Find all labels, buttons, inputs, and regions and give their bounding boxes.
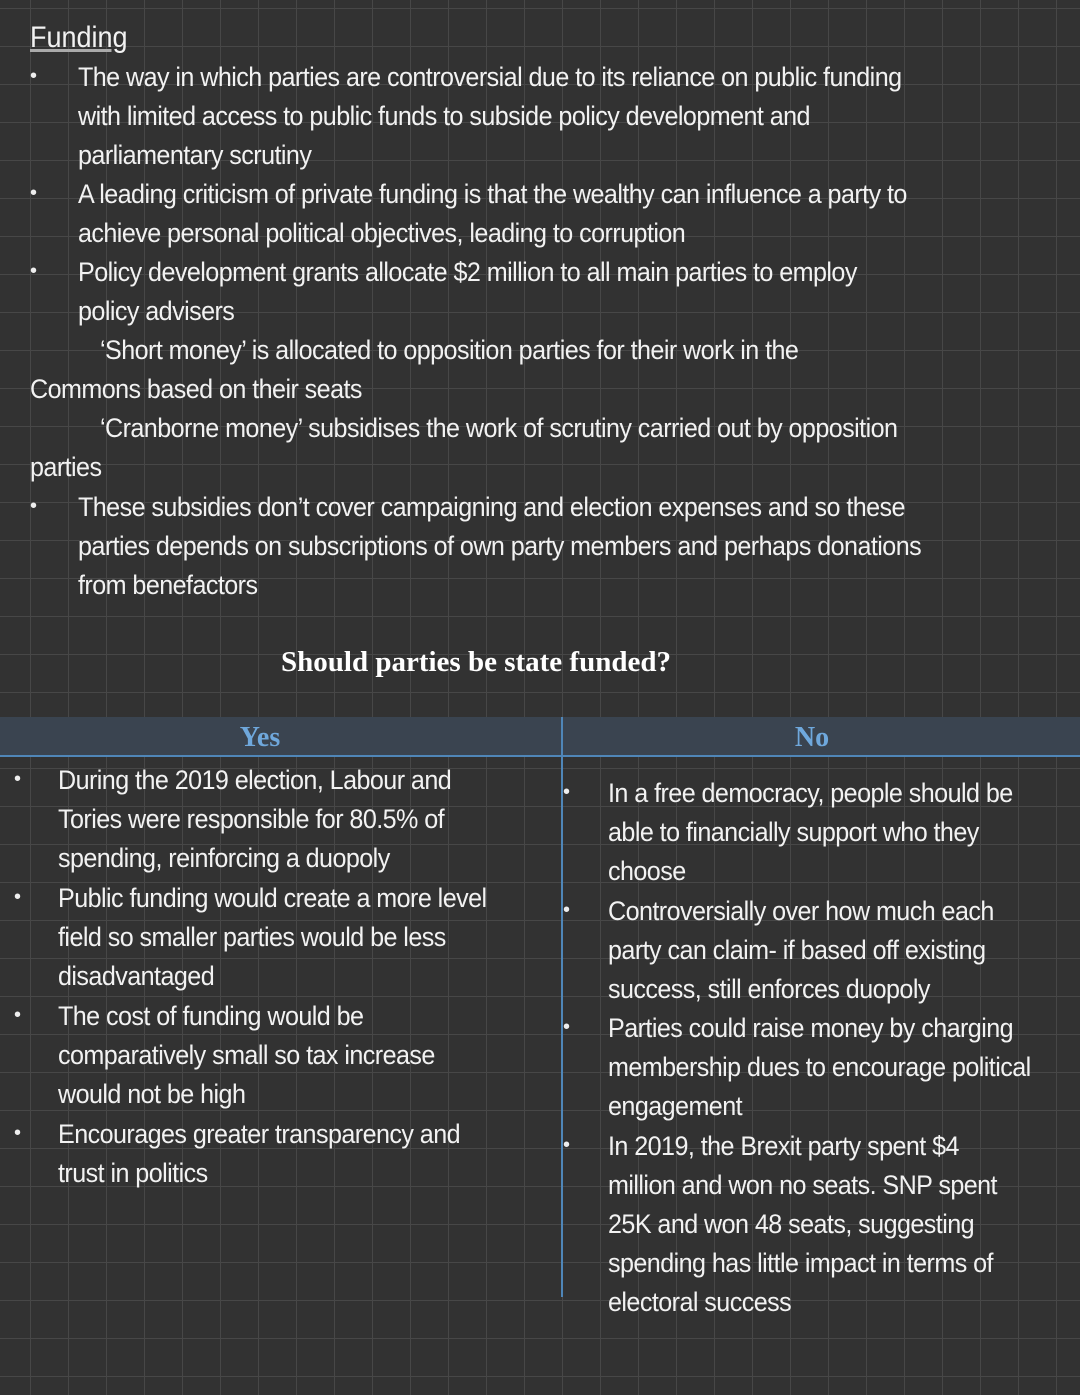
text-line: spending, reinforcing a duopoly xyxy=(58,843,390,873)
text-line: membership dues to encourage political xyxy=(608,1052,1031,1083)
bullet-icon: • xyxy=(563,1133,571,1156)
yes-point xyxy=(58,879,519,996)
text-line: Controversially over how much each xyxy=(608,895,994,926)
no-point xyxy=(608,1127,1026,1322)
text-line: from benefactors xyxy=(78,570,258,600)
yes-header: Yes xyxy=(239,722,281,753)
text-line: 25K and won 48 seats, suggesting xyxy=(608,1208,975,1239)
text-line: parties depends on subscriptions of own party members and perhaps donations xyxy=(78,531,922,561)
text-line: comparatively small so tax increase xyxy=(58,1039,435,1070)
text-line: field so smaller parties would be less xyxy=(58,921,446,952)
text-line: The cost of funding would be xyxy=(58,1000,364,1031)
no-point xyxy=(608,892,1023,1009)
paragraph xyxy=(100,409,957,448)
text-line: Encourages greater transparency and xyxy=(58,1118,461,1149)
text-line: During the 2019 election, Labour and xyxy=(58,765,452,795)
bullet-item xyxy=(78,175,969,253)
bullet-icon: • xyxy=(30,182,38,204)
text-line: parliamentary scrutiny xyxy=(78,140,312,170)
text-line: disadvantaged xyxy=(58,960,215,991)
bullet-icon: • xyxy=(14,885,22,908)
no-point xyxy=(608,774,1043,891)
no-header: No xyxy=(794,722,830,753)
text-line: ‘Cranborne money’ subsidises the work of scrutiny carried out by opposition xyxy=(100,413,898,443)
table-header xyxy=(0,717,1080,757)
bullet-icon: • xyxy=(14,1003,22,1026)
text-line: ‘Short money’ is allocated to opposition parties for their work in the xyxy=(100,335,799,365)
text-line: policy advisers xyxy=(78,296,235,326)
text-line: trust in politics xyxy=(58,1157,208,1188)
debate-heading: Should parties be state funded? xyxy=(281,646,671,678)
bullet-item xyxy=(78,58,964,175)
text-line: spending has little impact in terms of xyxy=(608,1247,993,1278)
yes-point xyxy=(58,997,463,1114)
text-line: success, still enforces duopoly xyxy=(608,973,930,1004)
text-line: These subsidies don’t cover campaigning and election expenses and so these xyxy=(78,492,905,522)
bullet-icon: • xyxy=(14,768,22,790)
paragraph xyxy=(30,370,387,409)
bullet-icon: • xyxy=(30,65,38,87)
bullet-icon: • xyxy=(563,1016,571,1039)
column-divider xyxy=(561,717,563,1297)
no-point xyxy=(608,1009,1062,1126)
text-line: In a free democracy, people should be xyxy=(608,778,1013,808)
text-line: would not be high xyxy=(58,1078,246,1109)
paragraph xyxy=(100,331,851,370)
bullet-icon: • xyxy=(563,781,571,803)
text-line: Parties could raise money by charging xyxy=(608,1013,1014,1044)
section-title: Funding xyxy=(30,21,128,54)
text-line: electoral success xyxy=(608,1286,792,1317)
bullet-item xyxy=(78,488,985,605)
text-line: with limited access to public funds to subside policy development and xyxy=(78,101,810,131)
text-line: A leading criticism of private funding is that the wealthy can influence a party to xyxy=(78,179,907,209)
text-line: The way in which parties are controversial due to its reliance on public funding xyxy=(78,62,902,92)
text-line: party can claim- if based off existing xyxy=(608,934,986,965)
text-line: million and won no seats. SNP spent xyxy=(608,1169,997,1200)
paragraph xyxy=(30,448,107,487)
text-line: choose xyxy=(608,856,686,886)
text-line: Commons based on their seats xyxy=(30,374,362,404)
text-line: Tories were responsible for 80.5% of xyxy=(58,804,445,834)
text-line: Policy development grants allocate $2 million to all main parties to employ xyxy=(78,257,857,287)
bullet-icon: • xyxy=(563,898,571,921)
text-line: Public funding would create a more level xyxy=(58,882,487,913)
bullet-icon: • xyxy=(30,260,38,282)
yes-point xyxy=(58,761,481,878)
text-line: In 2019, the Brexit party spent $4 xyxy=(608,1130,959,1161)
bullet-item xyxy=(78,253,915,331)
yes-point xyxy=(58,1115,490,1193)
text-line: achieve personal political objectives, leading to corruption xyxy=(78,218,686,248)
bullet-icon: • xyxy=(14,1121,22,1144)
text-line: parties xyxy=(30,452,102,482)
text-line: engagement xyxy=(608,1091,743,1122)
text-line: able to financially support who they xyxy=(608,817,979,847)
bullet-icon: • xyxy=(30,495,38,517)
